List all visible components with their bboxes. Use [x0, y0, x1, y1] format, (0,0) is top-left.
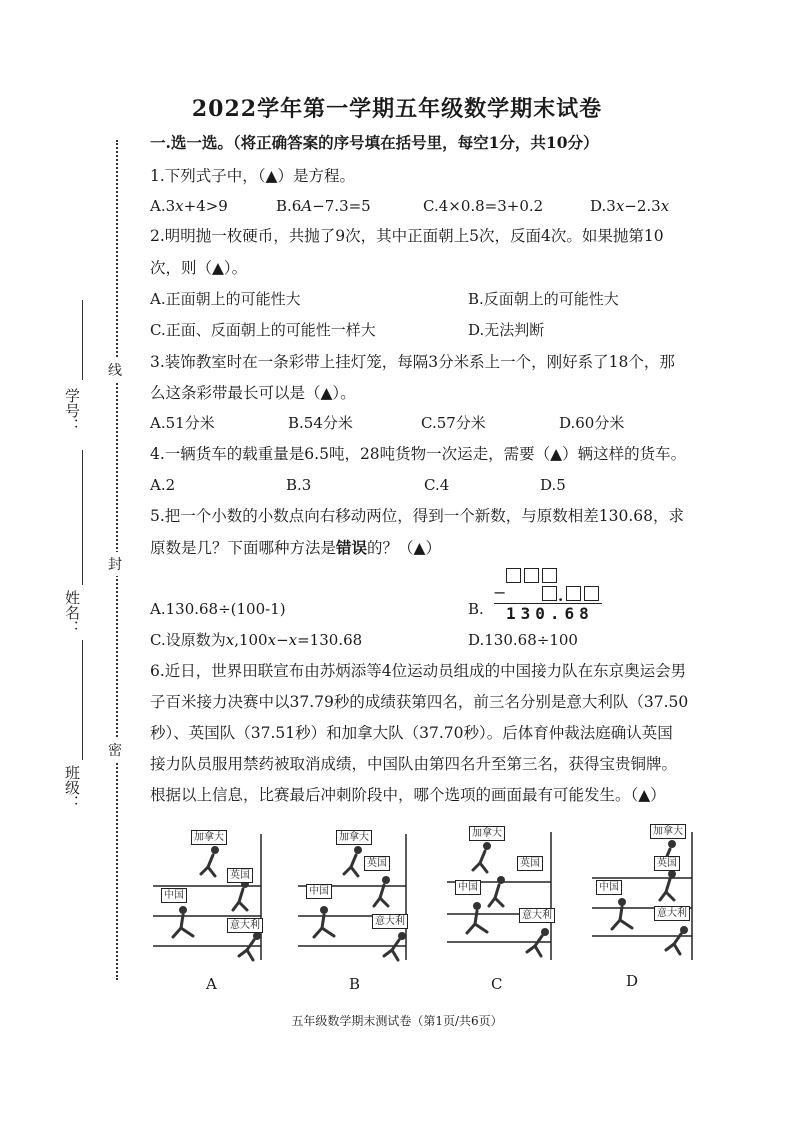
label-china: 中国 [455, 880, 481, 895]
seal-seal-char: 封 [108, 552, 122, 576]
label-canada: 加拿大 [469, 826, 505, 841]
q1-option-c: C.4×0.8=3+0.2 [423, 197, 544, 215]
label-uk: 英国 [654, 856, 680, 871]
seal-dense-char: 密 [108, 738, 122, 762]
label-canada: 加拿大 [336, 830, 372, 845]
page-footer: 五年级数学期末测试卷（第1页/共6页） [291, 1014, 503, 1028]
seal-line-char: 线 [108, 358, 122, 382]
q4-option-a: A.2 [150, 476, 176, 494]
q1-option-a: A.3x+4>9 [150, 197, 228, 215]
class-label: 班级： [63, 765, 81, 810]
option-b-label: B [349, 975, 361, 993]
label-italy: 意大利 [519, 908, 555, 923]
q3-option-d: D.60分米 [559, 414, 625, 432]
label-uk: 英国 [364, 856, 390, 871]
digit-box [524, 568, 539, 583]
class-blank [82, 640, 83, 760]
label-china: 中国 [161, 888, 187, 903]
page-title: 2022学年第一学期五年级数学期末试卷 [191, 96, 603, 122]
q5-stem-line2: 原数是几？下面哪种方法是错误的？（▲） [150, 538, 441, 557]
q1-option-b: B.6A−7.3=5 [276, 197, 371, 215]
label-italy: 意大利 [654, 906, 690, 921]
q3-stem-line1: 3.装饰教室时在一条彩带上挂灯笼，每隔3分米系上一个，刚好系了18个，那 [150, 353, 675, 371]
q2-option-a: A.正面朝上的可能性大 [150, 290, 301, 308]
q6-line: 接力队员服用禁药被取消成绩，中国队由第四名升至第三名，获得宝贵铜牌。 [150, 755, 678, 773]
q6-line: 6.近日，世界田联宣布由苏炳添等4位运动员组成的中国接力队在东京奥运会男 [150, 662, 687, 680]
q5-option-d: D.130.68÷100 [468, 631, 578, 649]
q5-option-c: C.设原数为x,100x−x=130.68 [150, 631, 363, 649]
label-uk: 英国 [227, 868, 253, 883]
race-scene-d [592, 822, 712, 972]
name-blank [82, 450, 83, 585]
q6-line: 子百米接力决赛中以37.79秒的成绩获第四名，前三名分别是意大利队（37.50 [150, 693, 689, 711]
label-italy: 意大利 [227, 918, 263, 933]
q5-stem-line1: 5.把一个小数的小数点向右移动两位，得到一个新数，与原数相差130.68，求 [150, 507, 685, 525]
option-c-label: C [491, 975, 503, 993]
q2-option-c: C.正面、反面朝上的可能性一样大 [150, 321, 376, 339]
digit-box [506, 568, 521, 583]
decimal-point: . [558, 587, 564, 605]
race-scene-b [298, 822, 418, 972]
q3-option-c: C.57分米 [421, 414, 486, 432]
label-canada: 加拿大 [191, 830, 227, 845]
label-italy: 意大利 [372, 914, 408, 929]
minus-sign: − [493, 583, 507, 602]
student-id-label: 学号： [63, 388, 81, 433]
label-canada: 加拿大 [650, 824, 686, 839]
q5-emphasis: 错误 [336, 538, 368, 557]
option-a-label: A [206, 975, 217, 993]
q4-option-b: B.3 [286, 476, 312, 494]
race-lanes-illustration [447, 822, 567, 972]
section-heading: 一.选一选。（将正确答案的序号填在括号里，每空1分，共10分） [150, 133, 599, 152]
digit-box [584, 586, 599, 601]
q3-option-b: B.54分米 [288, 414, 353, 432]
q4-stem: 4.一辆货车的载重量是6.5吨，28吨货物一次运走，需要（▲）辆这样的货车。 [150, 445, 687, 463]
q4-option-c: C.4 [424, 476, 450, 494]
race-lanes-illustration [592, 822, 712, 972]
digit-box [542, 568, 557, 583]
digit-box [542, 586, 557, 601]
option-d-label: D [626, 972, 639, 990]
race-scene-a [153, 822, 273, 972]
race-scene-c [447, 822, 567, 972]
q2-stem-line2: 次，则（▲）。 [150, 259, 248, 277]
label-china: 中国 [306, 884, 332, 899]
q6-line: 根据以上信息，比赛最后冲刺阶段中，哪个选项的画面最有可能发生。（▲） [150, 786, 666, 804]
student-id-blank [82, 300, 83, 380]
q5-option-b-label: B. [468, 600, 484, 618]
label-china: 中国 [596, 880, 622, 895]
digit-box [566, 586, 581, 601]
q4-option-d: D.5 [540, 476, 566, 494]
name-label: 姓名： [63, 590, 81, 635]
q3-stem-line2: 么这条彩带最长可以是（▲）。 [150, 384, 356, 402]
label-uk: 英国 [517, 856, 543, 871]
q2-option-b: B.反面朝上的可能性大 [468, 290, 619, 308]
q1-option-d: D.3x−2.3x [590, 197, 670, 215]
q5-option-a: A.130.68÷(100-1) [150, 600, 286, 618]
q1-stem: 1.下列式子中，（▲）是方程。 [150, 167, 355, 185]
subtraction-result: 130.68 [506, 604, 594, 623]
q2-stem-line1: 2.明明抛一枚硬币，共抛了9次，其中正面朝上5次，反面4次。如果抛第10 [150, 227, 664, 245]
q3-option-a: A.51分米 [150, 414, 215, 432]
q2-option-d: D.无法判断 [468, 321, 545, 339]
q6-line: 秒）、英国队（37.51秒）和加拿大队（37.70秒）。后体育仲裁法庭确认英国 [150, 724, 673, 742]
